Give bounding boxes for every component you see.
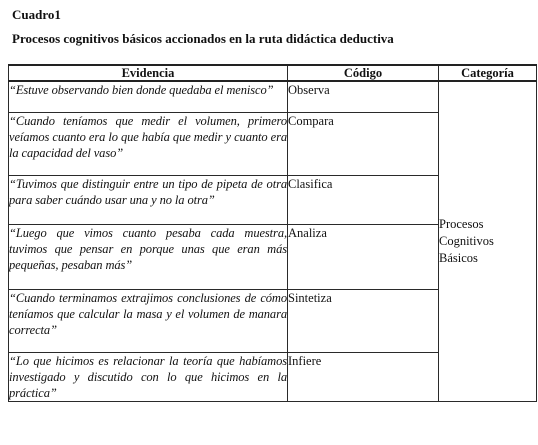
code-cell: Sintetiza [288,290,439,353]
table-row [9,81,537,113]
code-cell: Observa [288,81,439,113]
category-cell [439,81,537,402]
category-line: Cognitivos [439,234,494,248]
header-categoria: Categoría [439,65,537,81]
category-line: Básicos [439,251,478,265]
table-header-row [9,65,537,81]
code-cell: Compara [288,113,439,176]
evidence-cell: “Estuve observando bien donde quedaba el menisco” [9,81,288,113]
table-caption-number: Cuadro1 [12,7,61,22]
evidence-table [8,64,537,402]
evidence-cell: “Cuando terminamos extrajimos conclusiones de cómo teníamos que calcular la masa y el volumen de manara correcta” [9,290,288,353]
evidence-cell: “Tuvimos que distinguir entre un tipo de pipeta de otra para saber cuándo usar una y no la otra” [9,176,288,225]
evidence-cell: “Cuando teníamos que medir el volumen, primero veíamos cuanto era lo que había que medir y cuanto era la capacidad del vaso” [9,113,288,176]
code-cell: Infiere [288,353,439,402]
code-cell: Clasifica [288,176,439,225]
table-caption-title: Procesos cognitivos básicos accionados en la ruta didáctica deductiva [12,31,394,46]
header-evidencia: Evidencia [9,65,288,81]
evidence-cell: “Luego que vimos cuanto pesaba cada muestra, tuvimos que pensar en porque unas que eran más pequeñas, pesaban más” [9,225,288,290]
category-line: Procesos [439,217,484,231]
header-codigo: Código [288,65,439,81]
evidence-cell: “Lo que hicimos es relacionar la teoría que habíamos investigado y discutido con lo que hicimos en la práctica” [9,354,287,400]
code-cell: Analiza [288,225,439,290]
